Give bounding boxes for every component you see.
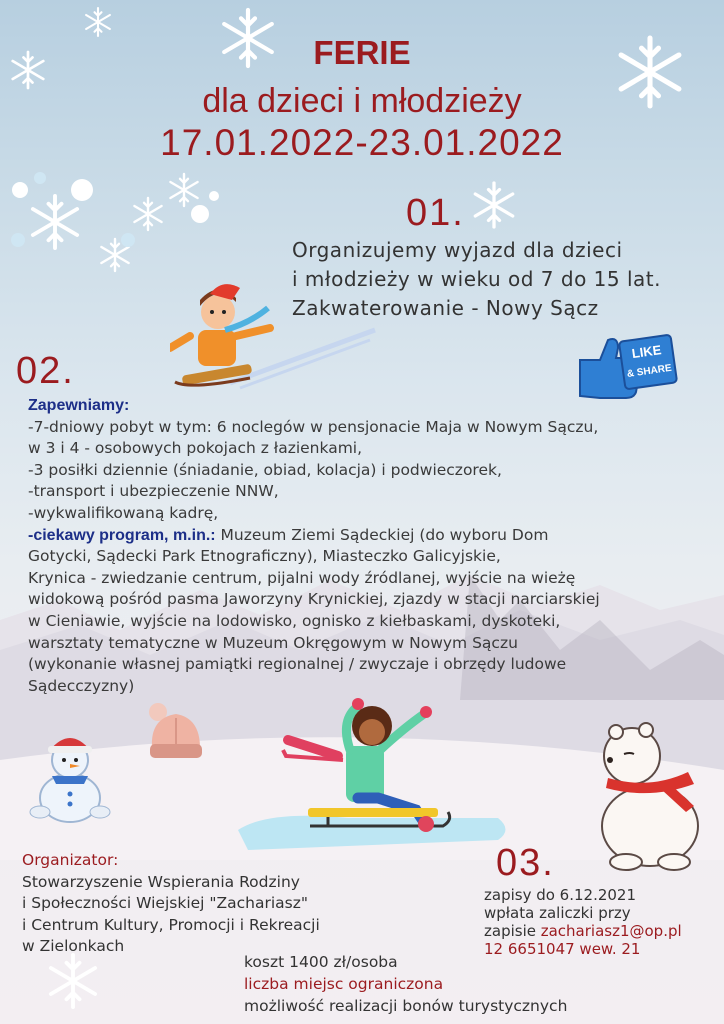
program-line: Muzeum Ziemi Sądeckiej (do wyboru Dom xyxy=(215,525,549,544)
contact-email[interactable]: zachariasz1@op.pl xyxy=(540,922,682,940)
like-share-icon xyxy=(574,330,678,402)
program-line: Gotycki, Sądecki Park Etnograficzny), Miasteczko Galicyjskie, xyxy=(28,547,501,566)
poster-subtitle: dla dzieci i młodzieży xyxy=(202,82,522,120)
program-line: (wykonanie własnej pamiątki regionalnej / zwyczaje i obrzędy ludowe xyxy=(28,655,567,674)
section-1-line: Organizujemy wyjazd dla dzieci xyxy=(292,238,623,262)
section-number-01: 01. xyxy=(406,192,465,234)
program-line: w Cieniawie, wyjście na lodowisko, ognisko z kiełbaskami, dyskoteki, xyxy=(28,611,561,630)
limited-places: liczba miejsc ograniczona xyxy=(244,975,444,993)
deposit-line: zapisie xyxy=(484,922,541,940)
section-2-line: -transport i ubezpieczenie NNW, xyxy=(28,482,279,501)
snowflake-icon xyxy=(134,198,161,230)
section-number-03: 03. xyxy=(496,842,555,884)
poster-title: FERIE xyxy=(313,34,411,71)
program-line: Sądecczyzny) xyxy=(28,676,135,695)
program-line: warsztaty tematyczne w Muzeum Okręgowym w Nowym Sączu xyxy=(28,633,518,652)
snowflake-icon xyxy=(475,183,512,227)
snowflake-icon xyxy=(170,174,197,206)
like-label: LIKE xyxy=(630,342,663,362)
snowman-icon xyxy=(26,728,112,824)
price: koszt 1400 zł/osoba xyxy=(244,953,398,971)
polar-bear-icon xyxy=(590,716,714,872)
winter-hat-icon xyxy=(146,700,204,762)
organizer-line: Stowarzyszenie Wspierania Rodziny xyxy=(22,872,300,891)
deposit-line: wpłata zaliczki przy xyxy=(484,904,631,922)
organizer-line: i Społeczności Wiejskiej "Zachariasz" xyxy=(22,894,309,912)
section-2-heading: Zapewniamy: xyxy=(28,397,130,414)
section-number-02: 02. xyxy=(16,350,75,392)
snowflake-icon xyxy=(40,948,106,1014)
program-line: Krynica - zwiedzanie centrum, pijalni wody źródlanej, wyjście na wieżę xyxy=(28,568,576,587)
section-2-line: -wykwalifikowaną kadrę, xyxy=(28,503,219,522)
organizer-line: w Zielonkach xyxy=(22,937,125,955)
section-1-line: i młodzieży w wieku od 7 do 15 lat. xyxy=(292,267,661,291)
tourist-vouchers: możliwość realizacji bonów turystycznych xyxy=(244,997,568,1015)
registration-deadline: zapisy do 6.12.2021 xyxy=(484,886,637,904)
section-3-text xyxy=(484,886,682,958)
sledding-child-illustration xyxy=(170,278,380,398)
sledding-child-illustration xyxy=(228,690,508,870)
cost-block xyxy=(244,951,567,1017)
snowflake-icon xyxy=(33,196,77,248)
organizer-block xyxy=(22,850,320,958)
program-label: -ciekawy program, m.in.: xyxy=(28,526,216,544)
share-label: & SHARE xyxy=(626,362,673,380)
section-2-text xyxy=(28,395,718,697)
poster-dates: 17.01.2022-23.01.2022 xyxy=(160,122,564,163)
contact-phone[interactable]: 12 6651047 wew. 21 xyxy=(484,940,641,958)
section-2-line: -7-dniowy pobyt w tym: 6 noclegów w pensjonacie Maja w Nowym Sączu, xyxy=(28,417,599,436)
organizer-line: i Centrum Kultury, Promocji i Rekreacji xyxy=(22,915,320,934)
section-2-line: -3 posiłki dziennie (śniadanie, obiad, kolacja) i podwieczorek, xyxy=(28,460,502,479)
organizer-label: Organizator: xyxy=(22,851,119,869)
section-2-line: w 3 i 4 - osobowych pokojach z łazienkami, xyxy=(28,439,363,458)
program-line: widokową pośród pasma Jaworzyny Krynickiej, zjazdy w stacji narciarskiej xyxy=(28,590,600,609)
section-1-line: Zakwaterowanie - Nowy Sącz xyxy=(292,296,599,320)
snowflake-icon xyxy=(86,8,110,36)
